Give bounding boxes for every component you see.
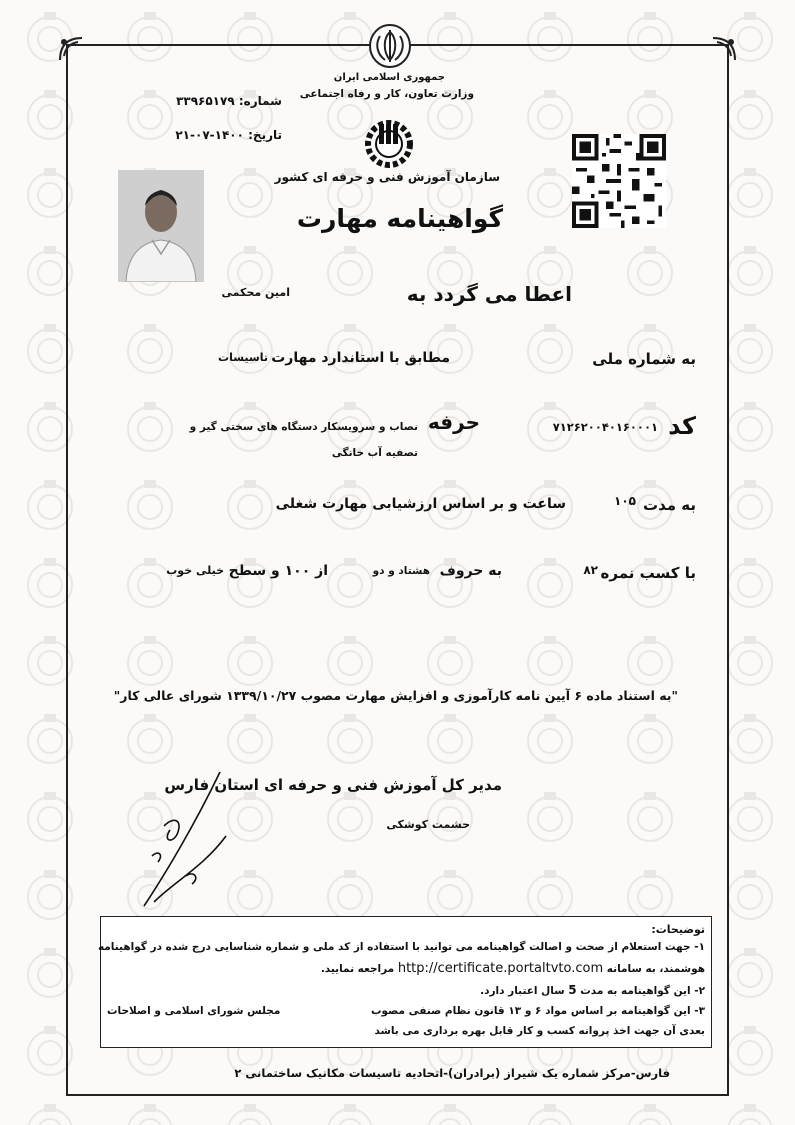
certificate-date — [158, 128, 282, 142]
duration-value: ۱۰۵ — [614, 494, 636, 508]
score-words-value: هشتاد و دو — [372, 565, 430, 577]
number-label: شماره: — [238, 94, 282, 108]
iran-emblem-icon — [369, 24, 411, 68]
date-label: تاریخ: — [248, 128, 282, 142]
signatory-title: مدیر کل آموزش فنی و حرفه ای استان فارس — [164, 776, 502, 794]
notes-box — [97, 916, 712, 1048]
note-1-line2 — [321, 961, 705, 976]
standard-value: تاسیسات — [218, 351, 268, 364]
score-out-of: از ۱۰۰ و سطح — [228, 563, 328, 579]
level-value: خیلی خوب — [166, 564, 224, 577]
note-1-suffix: مراجعه نمایید. — [320, 963, 395, 975]
certificate-number — [172, 94, 282, 108]
tvto-logo-icon — [364, 118, 414, 168]
note-3-line2: بعدی آن جهت اخذ پروانه کسب و کار قابل بهره برداری می باشد — [374, 1025, 705, 1037]
signatory-name: حشمت کوشکی — [386, 818, 470, 831]
code-label: کد — [668, 412, 696, 440]
certificate-title: گواهینامه مهارت — [296, 204, 504, 233]
standard-label: مطابق با استاندارد مهارت — [271, 350, 450, 366]
duration-suffix: ساعت و بر اساس ارزشیابی مهارت شغلی — [275, 496, 566, 512]
holder-name: امین محکمی — [221, 286, 290, 299]
duration-label: به مدت — [643, 496, 696, 514]
corner-ornament-icon — [711, 36, 737, 62]
footer-issuer: فارس-مرکز شماره یک شیراز (برادران)-اتحادیه تاسیسات مکانیک ساختمانی ۲ — [234, 1066, 670, 1080]
awarded-line: اعطا می گردد به — [406, 282, 572, 306]
person-avatar-icon — [118, 170, 204, 282]
national-id-label: به شماره ملی — [592, 350, 696, 368]
number-value: ۳۳۹۶۵۱۷۹ — [176, 94, 235, 108]
note-3-left: مجلس شورای اسلامی و اصلاحات — [107, 1005, 281, 1017]
trade-value-line1: نصاب و سرویسکار دستگاه های سختی گیر و — [189, 421, 418, 433]
holder-photo — [118, 170, 204, 282]
date-value: ۱۴۰۰-۰۷-۲۱ — [175, 128, 244, 142]
handwritten-signature — [134, 766, 244, 912]
note-2-years: 5 — [568, 983, 577, 997]
verification-url-link[interactable]: http://certificate.portaltvto.com — [397, 961, 604, 976]
corner-ornament-icon — [58, 36, 84, 62]
note-1-line1: ۱- جهت استعلام از صحت و اصالت گواهینامه می توانید با استفاده از کد ملی و شماره شناسایی درج شده در گواهینامه — [97, 941, 705, 953]
country-name: جمهوری اسلامی ایران — [333, 72, 445, 83]
note-2-suffix: سال اعتبار دارد. — [480, 985, 565, 997]
score-words-label: به حروف — [439, 563, 502, 579]
note-1-prefix: هوشمند، به سامانه — [606, 963, 705, 975]
trade-value-line2: تصفیه آب خانگی — [331, 447, 418, 459]
qr-code — [572, 134, 666, 228]
legal-basis-text: "به استناد ماده ۶ آیین نامه کارآموزی و افزایش مهارت مصوب ۱۳۳۹/۱۰/۲۷ شورای عالی کار" — [113, 688, 678, 703]
note-2 — [480, 983, 705, 997]
code-value: ۷۱۲۶۲۰۰۴۰۱۶۰۰۰۱ — [552, 420, 658, 434]
notes-heading: توضیحات: — [651, 923, 705, 936]
score-label: با کسب نمره — [600, 564, 696, 582]
note-2-prefix: ۲- این گواهینامه به مدت — [580, 985, 705, 997]
score-value: ۸۲ — [583, 563, 598, 577]
trade-label: حرفه — [427, 410, 480, 434]
organization-name: سازمان آموزش فنی و حرفه ای کشور — [274, 170, 500, 184]
ministry-name: وزارت تعاون، کار و رفاه اجتماعی — [299, 88, 474, 100]
note-3-line1: ۳- این گواهینامه بر اساس مواد ۶ و ۱۳ قانون نظام صنفی مصوب — [371, 1005, 705, 1017]
